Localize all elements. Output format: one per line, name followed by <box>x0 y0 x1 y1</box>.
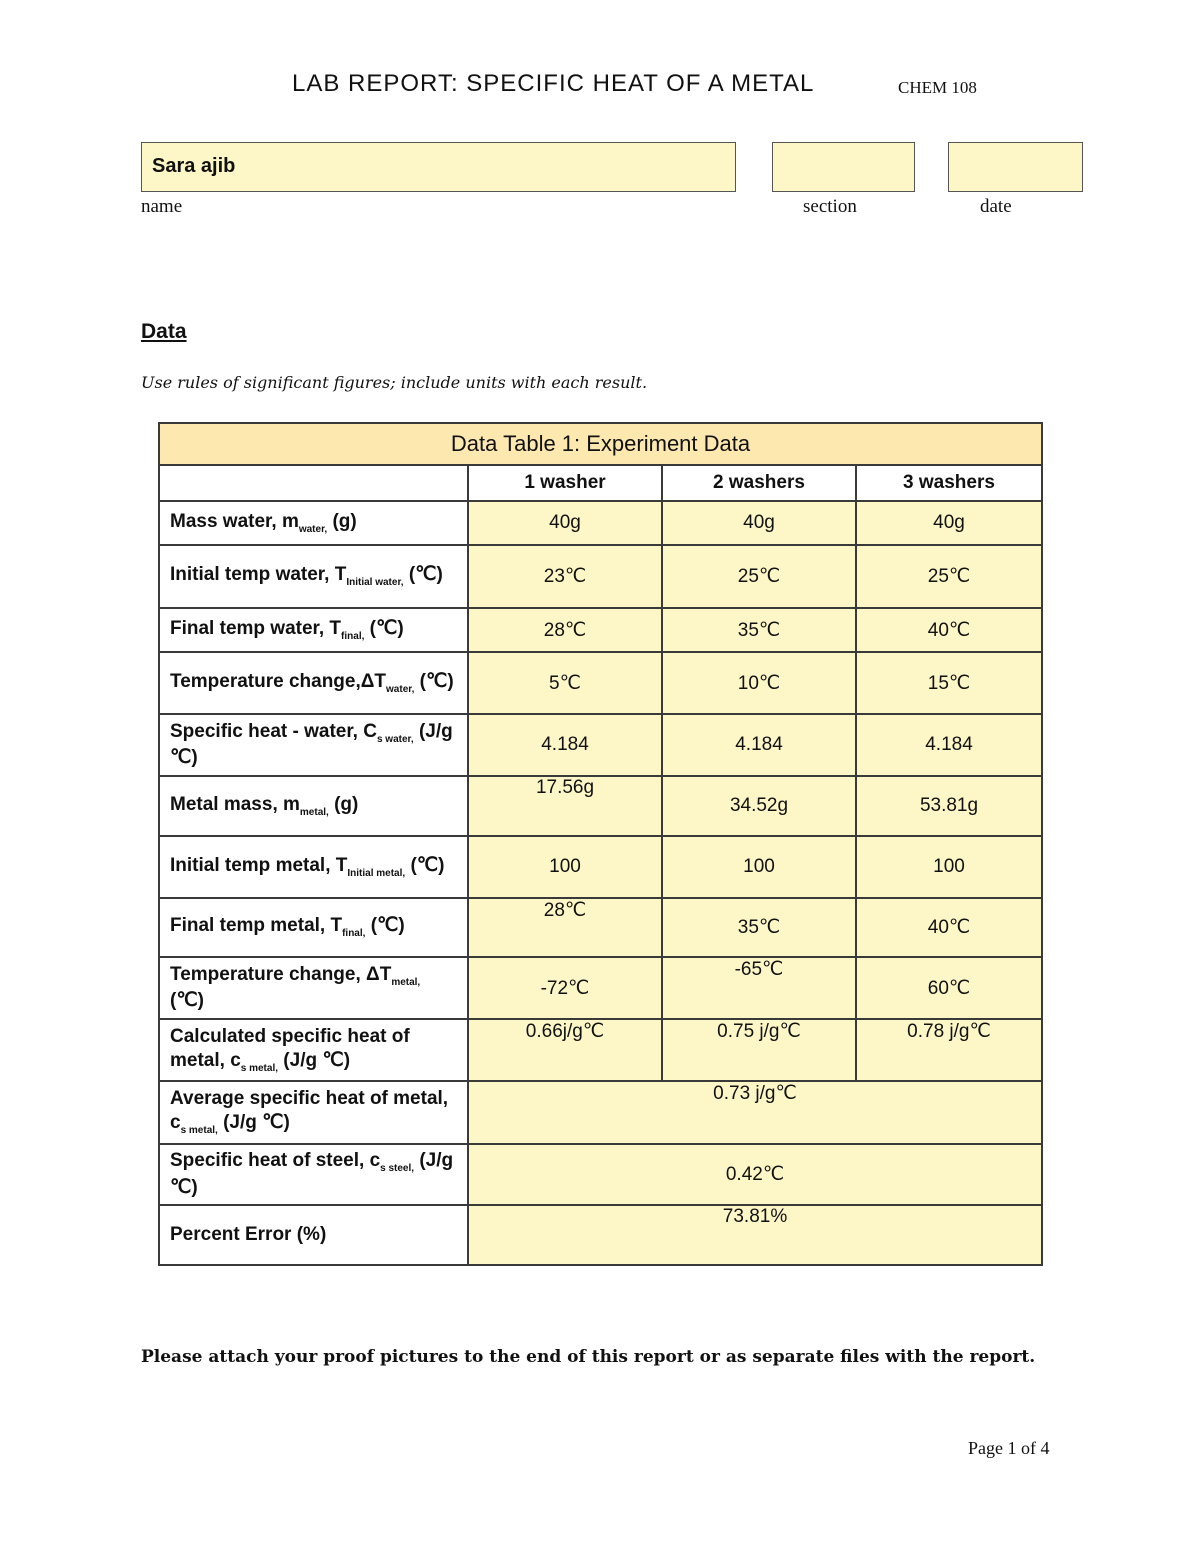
table-row <box>159 501 1042 545</box>
average-value-cell[interactable]: 0.73 j/g℃ <box>468 1081 1042 1144</box>
table-row <box>159 836 1042 898</box>
value-cell[interactable]: 60℃ <box>856 957 1042 1019</box>
value-cell[interactable]: 53.81g <box>856 776 1042 836</box>
value-cell[interactable]: 15℃ <box>856 652 1042 714</box>
name-field[interactable] <box>141 142 736 192</box>
page-number: Page 1 of 4 <box>968 1438 1050 1458</box>
value-cell[interactable]: 40g <box>662 501 856 545</box>
value-cell[interactable]: 25℃ <box>662 545 856 608</box>
column-header: 1 washer <box>468 465 662 501</box>
course-code: CHEM 108 <box>898 78 977 97</box>
value-cell[interactable]: -72℃ <box>468 957 662 1019</box>
attachment-note: Please attach your proof pictures to the end of this report or as separate files with the report. <box>141 1347 1036 1367</box>
date-label: date <box>980 196 1012 217</box>
value-cell[interactable]: 4.184 <box>468 714 662 776</box>
name-label: name <box>141 196 183 217</box>
row-label: Specific heat - water, $C_{s water,}$ (J/g ℃) <box>159 714 468 776</box>
row-label: Percent Error (%) <box>159 1205 468 1265</box>
table-row <box>159 608 1042 652</box>
table-row <box>159 652 1042 714</box>
value-cell[interactable]: 40g <box>856 501 1042 545</box>
value-cell[interactable]: 0.78 j/g℃ <box>856 1019 1042 1081</box>
table-row <box>159 1205 1042 1265</box>
value-cell[interactable]: -65℃ <box>662 957 856 1019</box>
row-label: Specific heat of steel, $c_{s steel,}$ (J/g ℃) <box>159 1144 468 1205</box>
table-caption: Data Table 1: Experiment Data <box>159 423 1042 465</box>
value-cell[interactable]: 17.56g <box>468 776 662 836</box>
row-label: Calculated specific heat of metal, $c_{s metal,}$ (J/g ℃) <box>159 1019 468 1081</box>
empty-header-cell <box>159 465 468 501</box>
table-row <box>159 898 1042 957</box>
column-header: 2 washers <box>662 465 856 501</box>
value-cell[interactable]: 28℃ <box>468 608 662 652</box>
table-row <box>159 1144 1042 1205</box>
date-field[interactable] <box>948 142 1083 192</box>
value-cell[interactable]: 100 <box>856 836 1042 898</box>
value-cell[interactable]: 10℃ <box>662 652 856 714</box>
table-row <box>159 776 1042 836</box>
section-label: section <box>803 196 857 217</box>
row-label: Mass water, $m_{water,}$ (g) <box>159 501 468 545</box>
value-cell[interactable]: 100 <box>468 836 662 898</box>
row-label: Average specific heat of metal, $c_{s metal,}$ (J/g ℃) <box>159 1081 468 1144</box>
table-row <box>159 957 1042 1019</box>
experiment-data-table <box>158 422 1043 1266</box>
value-cell[interactable]: 40g <box>468 501 662 545</box>
row-label: Initial temp water, $T_{Initial water,}$ (℃) <box>159 545 468 608</box>
row-label: Temperature $change,\Delta T_{water,}$ (℃) <box>159 652 468 714</box>
value-cell[interactable]: 0.75 j/g℃ <box>662 1019 856 1081</box>
value-cell[interactable]: 34.52g <box>662 776 856 836</box>
report-title: LAB REPORT: SPECIFIC HEAT OF A METAL <box>292 70 815 97</box>
value-cell[interactable]: 5℃ <box>468 652 662 714</box>
value-cell[interactable]: 4.184 <box>856 714 1042 776</box>
row-label: Initial temp metal, $T_{Initial metal,}$ (℃) <box>159 836 468 898</box>
steel-value-cell[interactable]: 0.42℃ <box>468 1144 1042 1205</box>
value-cell[interactable]: 40℃ <box>856 898 1042 957</box>
value-cell[interactable]: 0.66j/g℃ <box>468 1019 662 1081</box>
row-label: Final temp water, $T_{final,}$ (℃) <box>159 608 468 652</box>
table-row <box>159 545 1042 608</box>
column-header: 3 washers <box>856 465 1042 501</box>
data-heading: Data <box>141 320 187 343</box>
value-cell[interactable]: 100 <box>662 836 856 898</box>
percent-error-cell[interactable]: 73.81% <box>468 1205 1042 1265</box>
table-row <box>159 1081 1042 1144</box>
name-value: Sara ajib <box>152 155 236 177</box>
table-row <box>159 1019 1042 1081</box>
value-cell[interactable]: 40℃ <box>856 608 1042 652</box>
row-label: Metal mass, $m_{metal,}$ (g) <box>159 776 468 836</box>
value-cell[interactable]: 35℃ <box>662 608 856 652</box>
value-cell[interactable]: 28℃ <box>468 898 662 957</box>
value-cell[interactable]: 4.184 <box>662 714 856 776</box>
instruction-text: Use rules of significant figures; include units with each result. <box>141 373 648 392</box>
row-label: Final temp metal, $T_{final,}$ (℃) <box>159 898 468 957</box>
table-row <box>159 714 1042 776</box>
row-label: Temperature change, $\Delta T_{metal,}$ (℃) <box>159 957 468 1019</box>
value-cell[interactable]: 35℃ <box>662 898 856 957</box>
section-field[interactable] <box>772 142 915 192</box>
value-cell[interactable]: 25℃ <box>856 545 1042 608</box>
value-cell[interactable]: 23℃ <box>468 545 662 608</box>
